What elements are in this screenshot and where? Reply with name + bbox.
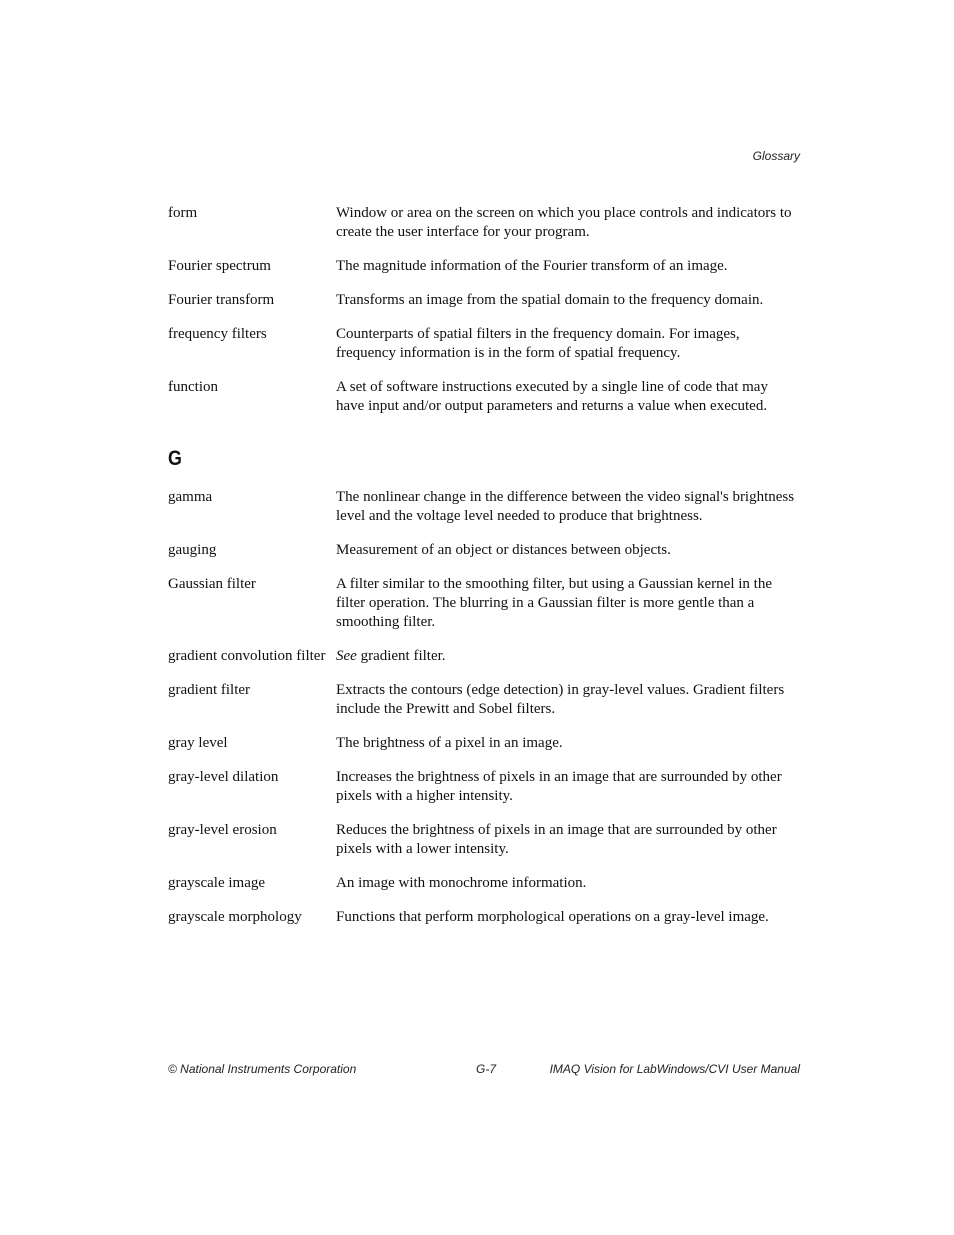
- glossary-definition: A filter similar to the smoothing filter, but using a Gaussian kernel in the filter operation. The blurring in a Gaussian filter is more gentle than a smoothing filter.: [336, 576, 772, 630]
- glossary-definition: Counterparts of spatial filters in the frequency domain. For images, frequency information is in the form of spatial frequency.: [336, 326, 740, 361]
- glossary-definition: Measurement of an object or distances between objects.: [336, 542, 671, 558]
- footer-copyright: © National Instruments Corporation: [168, 1062, 357, 1076]
- glossary-term: frequency filters: [168, 326, 267, 342]
- glossary-definition: Window or area on the screen on which you place controls and indicators to create the user interface for your program.: [336, 205, 792, 240]
- glossary-definition: Reduces the brightness of pixels in an image that are surrounded by other pixels with a lower intensity.: [336, 822, 777, 857]
- glossary-term: gauging: [168, 542, 217, 558]
- glossary-definition: The brightness of a pixel in an image.: [336, 735, 563, 751]
- glossary-term: gray level: [168, 735, 228, 751]
- glossary-definition: [336, 647, 800, 666]
- see-reference-target: gradient filter.: [360, 648, 446, 664]
- glossary-section-f: [168, 204, 800, 431]
- glossary-term: grayscale morphology: [168, 909, 302, 925]
- footer-manual-title: IMAQ Vision for LabWindows/CVI User Manual: [549, 1062, 800, 1076]
- see-reference-label: See: [336, 648, 357, 664]
- glossary-entry: [168, 908, 800, 927]
- glossary-entry: [168, 821, 800, 859]
- glossary-section-g: [168, 488, 800, 942]
- glossary-entry: [168, 378, 800, 416]
- glossary-entry: [168, 874, 800, 893]
- glossary-entry: [168, 647, 800, 666]
- glossary-definition: The magnitude information of the Fourier transform of an image.: [336, 258, 728, 274]
- glossary-term: gray-level dilation: [168, 769, 279, 785]
- glossary-entry: [168, 488, 800, 526]
- glossary-term: gray-level erosion: [168, 822, 277, 838]
- glossary-term: Gaussian filter: [168, 576, 256, 592]
- glossary-entry: [168, 681, 800, 719]
- glossary-definition: An image with monochrome information.: [336, 875, 587, 891]
- glossary-definition: Increases the brightness of pixels in an image that are surrounded by other pixels with a higher intensity.: [336, 769, 782, 804]
- glossary-definition: Extracts the contours (edge detection) in gray-level values. Gradient filters include the Prewitt and Sobel filters.: [336, 682, 785, 717]
- glossary-definition: A set of software instructions executed by a single line of code that may have input and/or output parameters and returns a value when executed.: [336, 379, 768, 414]
- glossary-term: function: [168, 379, 218, 395]
- glossary-entry: [168, 257, 800, 276]
- glossary-entry: [168, 541, 800, 560]
- glossary-term: Fourier transform: [168, 292, 275, 308]
- glossary-entry: [168, 291, 800, 310]
- footer-page-number: G-7: [476, 1062, 497, 1076]
- glossary-entry: [168, 575, 800, 632]
- section-letter-heading: G: [168, 447, 182, 470]
- glossary-term: grayscale image: [168, 875, 266, 891]
- glossary-definition: The nonlinear change in the difference between the video signal's brightness level and the voltage level needed to produce that brightness.: [336, 489, 795, 524]
- glossary-entry: [168, 325, 800, 363]
- glossary-term: gradient filter: [168, 682, 251, 698]
- glossary-entry: [168, 204, 800, 242]
- glossary-term: Fourier spectrum: [168, 258, 271, 274]
- glossary-entry: [168, 734, 800, 753]
- running-header: Glossary: [752, 149, 800, 163]
- glossary-term: gamma: [168, 489, 213, 505]
- glossary-term: gradient convolution filter: [168, 648, 326, 664]
- glossary-term: form: [168, 205, 198, 221]
- glossary-definition: Transforms an image from the spatial domain to the frequency domain.: [336, 292, 764, 308]
- glossary-entry: [168, 768, 800, 806]
- glossary-definition: Functions that perform morphological operations on a gray-level image.: [336, 909, 769, 925]
